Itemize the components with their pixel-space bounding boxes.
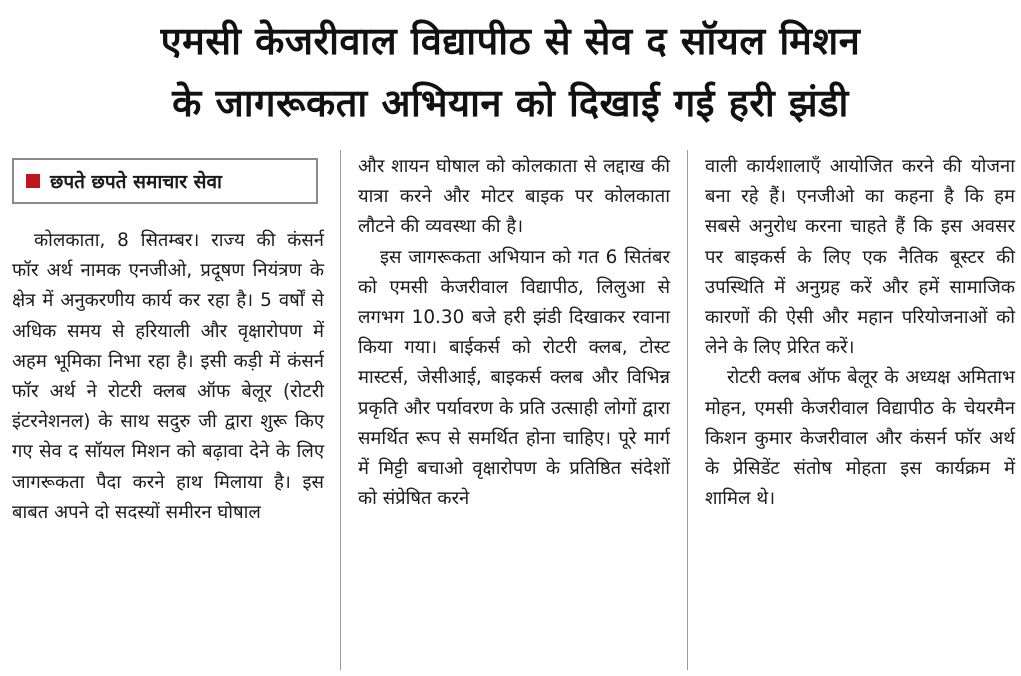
article-column-2 [358,152,670,514]
article-paragraph: रोटरी क्लब ऑफ बेलूर के अध्यक्ष अमिताभ मोहन, एमसी केजरीवाल विद्यापीठ के चेयरमैन किशन कुमार केजरीवाल और कंसर्न फॉर अर्थ के प्रेसिडेंट संतोष मोहता इस कार्यक्रम में शामिल थे। [705,367,1015,510]
headline [0,10,1021,134]
source-box [12,158,318,204]
article-paragraph: कोलकाता, 8 सितम्बर। राज्य की कंसर्न फॉर अर्थ नामक एनजीओ, प्रदूषण नियंत्रण के क्षेत्र में अनुकरणीय कार्य कर रहा है। 5 वर्षों से अधिक समय से हरियाली और वृक्षारोपण में अहम भूमिका निभा रहा है। इसी कड़ी में कंसर्न फॉर अर्थ ने रोटरी क्लब ऑफ बेलूर (रोटरी इंटरनेशनल) के साथ सदुरु जी द्वारा शुरू किए गए सेव द सॉयल मिशन को बढ़ावा देने के लिए जागरूकता पैदा करने हाथ मिलाया है। इस बाबत अपने दो सदस्यों समीरन घोषाल [12,230,324,523]
column-divider [340,150,341,670]
article-column-1 [12,226,324,528]
headline-line-1: एमसी केजरीवाल विद्यापीठ से सेव द सॉयल मिशन [160,19,861,63]
article-column-3 [705,152,1015,514]
source-label: छपते छपते समाचार सेवा [50,171,222,193]
column-divider [687,150,688,670]
headline-line-2: के जागरूकता अभियान को दिखाई गई हरी झंडी [172,81,849,125]
article-paragraph: वाली कार्यशालाएँ आयोजित करने की योजना बना रहे हैं। एनजीओ का कहना है कि हम सबसे अनुरोध करना चाहते हैं कि इस अवसर पर बाइकर्स के लिए एक नैतिक बूस्टर की उपस्थिति में अनुग्रह करें और हमें सामाजिक कारणों की ऐसी और महान परियोजनाओं को लेने के लिए प्रेरित करें। [705,156,1015,359]
red-square-icon [26,174,40,188]
article-paragraph: इस जागरूकता अभियान को गत 6 सितंबर को एमसी केजरीवाल विद्यापीठ, लिलुआ से लगभग 10.30 बजे हरी झंडी दिखाकर रवाना किया गया। बाईकर्स को रोटरी क्लब, टोस्ट मास्टर्स, जेसीआई, बाइकर्स क्लब और विभिन्न प्रकृति और पर्यावरण के प्रति उत्साही लोगों द्वारा समर्थित रूप से समर्थित होना चाहिए। पूरे मार्ग में मिट्टी बचाओ वृक्षारोपण के प्रतिष्ठित संदेशों को संप्रेषित करने [358,246,670,510]
article-paragraph: और शायन घोषाल को कोलकाता से लद्दाख की यात्रा करने और मोटर बाइक पर कोलकाता लौटने की व्यवस्था की है। [358,156,670,238]
